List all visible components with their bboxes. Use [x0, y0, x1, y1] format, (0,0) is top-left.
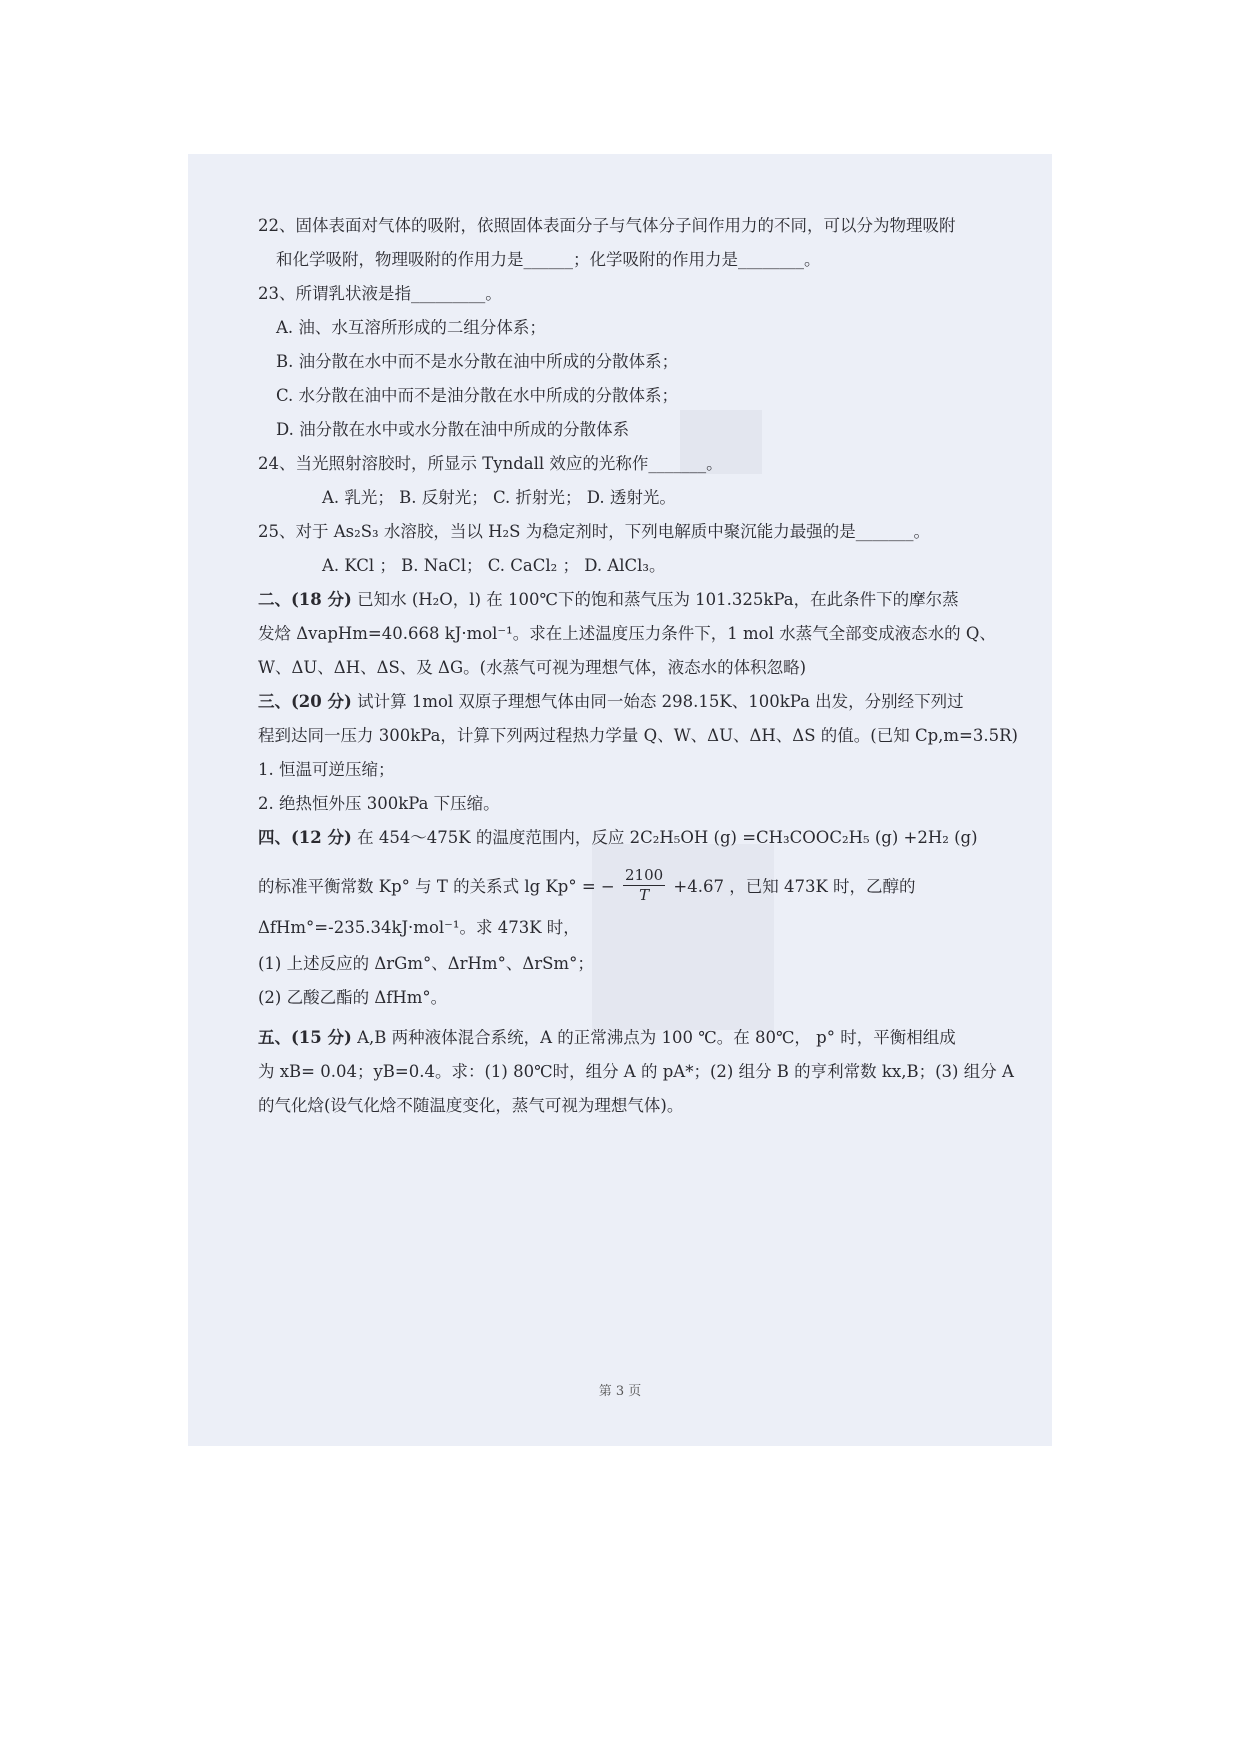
problem-5-line-3: 的气化焓(设气化焓不随温度变化，蒸气可视为理想气体)。 [258, 1096, 684, 1115]
problem-5-heading: 五、(15 分) [258, 1028, 352, 1047]
problem-2-text: 已知水 (H₂O，l) 在 100℃下的饱和蒸气压为 101.325kPa，在此条件下的摩尔蒸 [351, 590, 959, 609]
problem-2-line-1 [258, 592, 959, 609]
q25-stem: 25、对于 As₂S₃ 水溶胶，当以 H₂S 为稳定剂时，下列电解质中聚沉能力最强的是_______。 [258, 522, 930, 541]
q23-option-a: A. 油、水互溶所形成的二组分体系； [276, 318, 546, 337]
problem-4-line-1 [258, 830, 978, 847]
problem-3-text: 试计算 1mol 双原子理想气体由同一始态 298.15K、100kPa 出发，分别经下列过 [351, 692, 964, 711]
q23-option-d: D. 油分散在水中或水分散在油中所成的分散体系 [276, 420, 630, 439]
problem-4-equation-left: 的标准平衡常数 Kp° 与 T 的关系式 lg Kp° = − [258, 877, 615, 896]
problem-5-line-2: 为 xB= 0.04；yB=0.4。求：(1) 80℃时，组分 A 的 pA*；(2) 组分 B 的亨利常数 kx,B；(3) 组分 A [258, 1062, 1014, 1081]
problem-4-equation-right: +4.67 ，已知 473K 时，乙醇的 [673, 877, 916, 896]
problem-4-sub-2: (2) 乙酸乙酯的 ΔfHm°。 [258, 988, 448, 1007]
problem-3-heading: 三、(20 分) [258, 692, 352, 711]
problem-4-sub-1: (1) 上述反应的 ΔrGm°、ΔrHm°、ΔrSm°； [258, 954, 594, 973]
q23-option-c: C. 水分散在油中而不是油分散在水中所成的分散体系； [276, 386, 679, 405]
fraction-numerator: 2100 [624, 866, 664, 884]
scanned-page [188, 154, 1052, 1446]
problem-3-item-2: 2. 绝热恒外压 300kPa 下压缩。 [258, 794, 500, 813]
problem-4-line-2 [258, 866, 916, 905]
problem-3-item-1: 1. 恒温可逆压缩； [258, 760, 395, 779]
problem-2-line-2: 发焓 ΔvapHm=40.668 kJ·mol⁻¹。求在上述温度压力条件下，1 mol 水蒸气全部变成液态水的 Q、 [258, 624, 996, 643]
q22-line-1: 22、固体表面对气体的吸附，依照固体表面分子与气体分子间作用力的不同，可以分为物理吸附 [258, 216, 956, 235]
problem-5-line-1 [258, 1030, 956, 1047]
problem-2-heading: 二、(18 分) [258, 590, 352, 609]
q24-stem: 24、当光照射溶胶时，所显示 Tyndall 效应的光称作_______。 [258, 454, 723, 473]
problem-4-line-3: ΔfHm°=-235.34kJ·mol⁻¹。求 473K 时， [258, 918, 580, 937]
problem-4-heading: 四、(12 分) [258, 828, 352, 847]
problem-3-line-2: 程到达同一压力 300kPa，计算下列两过程热力学量 Q、W、ΔU、ΔH、ΔS 的值。(已知 Cp,m=3.5R) [258, 726, 1018, 745]
q22-line-2: 和化学吸附，物理吸附的作用力是______；化学吸附的作用力是________。 [276, 250, 821, 269]
page-number: 第 3 页 [598, 1384, 642, 1399]
q25-options: A. KCl ； B. NaCl； C. CaCl₂ ； D. AlCl₃。 [322, 556, 666, 575]
fraction-denominator: T [639, 886, 650, 904]
q24-options: A. 乳光； B. 反射光； C. 折射光； D. 透射光。 [322, 488, 676, 507]
fraction [623, 868, 665, 903]
problem-3-line-1 [258, 694, 964, 711]
problem-5-text: A,B 两种液体混合系统，A 的正常沸点为 100 ℃。在 80℃， p° 时，平衡相组成 [351, 1028, 956, 1047]
problem-4-text: 在 454～475K 的温度范围内，反应 2C₂H₅OH (g) =CH₃COOC₂H₅ (g) +2H₂ (g) [351, 828, 978, 847]
q23-option-b: B. 油分散在水中而不是水分散在油中所成的分散体系； [276, 352, 679, 371]
q23-stem: 23、所谓乳状液是指_________。 [258, 284, 502, 303]
problem-2-line-3: W、ΔU、ΔH、ΔS、及 ΔG。(水蒸气可视为理想气体，液态水的体积忽略) [258, 658, 807, 677]
